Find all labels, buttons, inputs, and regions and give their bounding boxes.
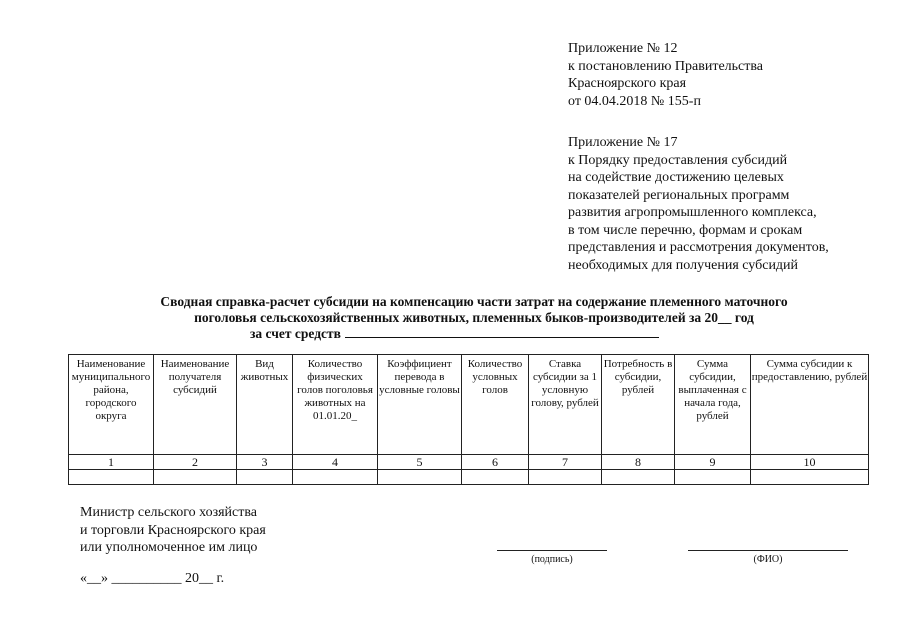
appendix-procedure-line: представления и рассмотрения документов, — [568, 240, 829, 255]
signature-label: (подпись) — [531, 554, 573, 565]
column-number: 1 — [69, 455, 154, 470]
signer-line: и торговли Красноярского края — [80, 522, 266, 538]
column-number: 5 — [378, 455, 462, 470]
appendix-procedure-line: развития агропромышленного комплекса, — [568, 205, 817, 220]
calculation-table — [68, 354, 869, 485]
table-header-row — [69, 355, 869, 455]
column-header: Количество условных голов — [462, 355, 529, 455]
column-header: Ставка субсидии за 1 условную голову, рублей — [529, 355, 602, 455]
appendix-procedure-line: Приложение № 17 — [568, 135, 678, 150]
column-number: 10 — [751, 455, 869, 470]
appendix-procedure-line: показателей региональных программ — [568, 187, 790, 203]
column-number: 2 — [154, 455, 237, 470]
appendix-procedure-line: на содействие достижению целевых — [568, 170, 784, 185]
name-line — [688, 550, 848, 551]
column-header: Количество физических голов поголовья животных на 01.01.20_ — [293, 355, 378, 455]
table-cell — [462, 470, 529, 485]
table-cell — [237, 470, 293, 485]
funding-source-label: за счет средств — [250, 326, 341, 341]
signer-line: или уполномоченное им лицо — [80, 540, 258, 555]
column-header: Сумма субсидии к предоставлению, рублей — [751, 355, 869, 455]
table-cell — [602, 470, 675, 485]
appendix-main-line: Красноярского края — [568, 76, 687, 91]
document-title — [64, 294, 884, 342]
signer-block — [80, 504, 266, 557]
name-label: (ФИО) — [753, 554, 783, 565]
table-cell — [378, 470, 462, 485]
signature-line — [497, 550, 607, 551]
column-number: 9 — [675, 455, 751, 470]
column-header: Коэффициент перевода в условные головы — [378, 355, 462, 455]
title-line-1: Сводная справка-расчет субсидии на компенсацию части затрат на содержание племенного маточного — [160, 294, 788, 309]
table-cell — [154, 470, 237, 485]
table-cell — [69, 470, 154, 485]
column-number: 3 — [237, 455, 293, 470]
column-header: Потребность в субсидии, рублей — [602, 355, 675, 455]
column-number: 4 — [293, 455, 378, 470]
column-number: 6 — [462, 455, 529, 470]
appendix-procedure-line: в том числе перечню, формам и срокам — [568, 222, 803, 238]
column-number-row — [69, 455, 869, 470]
appendix-main-line: Приложение № 12 — [568, 41, 678, 56]
appendix-main-line: к постановлению Правительства — [568, 58, 764, 74]
table-cell — [293, 470, 378, 485]
table-row — [69, 470, 869, 485]
appendix-procedure-block — [568, 134, 829, 274]
funding-source-blank — [345, 326, 659, 338]
column-number: 7 — [529, 455, 602, 470]
table-cell — [675, 470, 751, 485]
title-line-2: поголовья сельскохозяйственных животных, племенных быков-производителей за 20__ год — [194, 310, 754, 325]
column-header: Вид животных — [237, 355, 293, 455]
appendix-main-line: от 04.04.2018 № 155-п — [568, 93, 701, 109]
date-line: «__» __________ 20__ г. — [80, 571, 225, 586]
column-header: Наименование получателя субсидий — [154, 355, 237, 455]
table-cell — [751, 470, 869, 485]
signer-line: Министр сельского хозяйства — [80, 505, 257, 520]
appendix-procedure-line: к Порядку предоставления субсидий — [568, 152, 788, 168]
appendix-procedure-line: необходимых для получения субсидий — [568, 257, 799, 273]
funding-source-row — [64, 326, 884, 342]
table-cell — [529, 470, 602, 485]
column-number: 8 — [602, 455, 675, 470]
column-header: Сумма субсидии, выплаченная с начала года, рублей — [675, 355, 751, 455]
appendix-main-block — [568, 40, 763, 110]
column-header: Наименование муниципального района, городского округа — [69, 355, 154, 455]
